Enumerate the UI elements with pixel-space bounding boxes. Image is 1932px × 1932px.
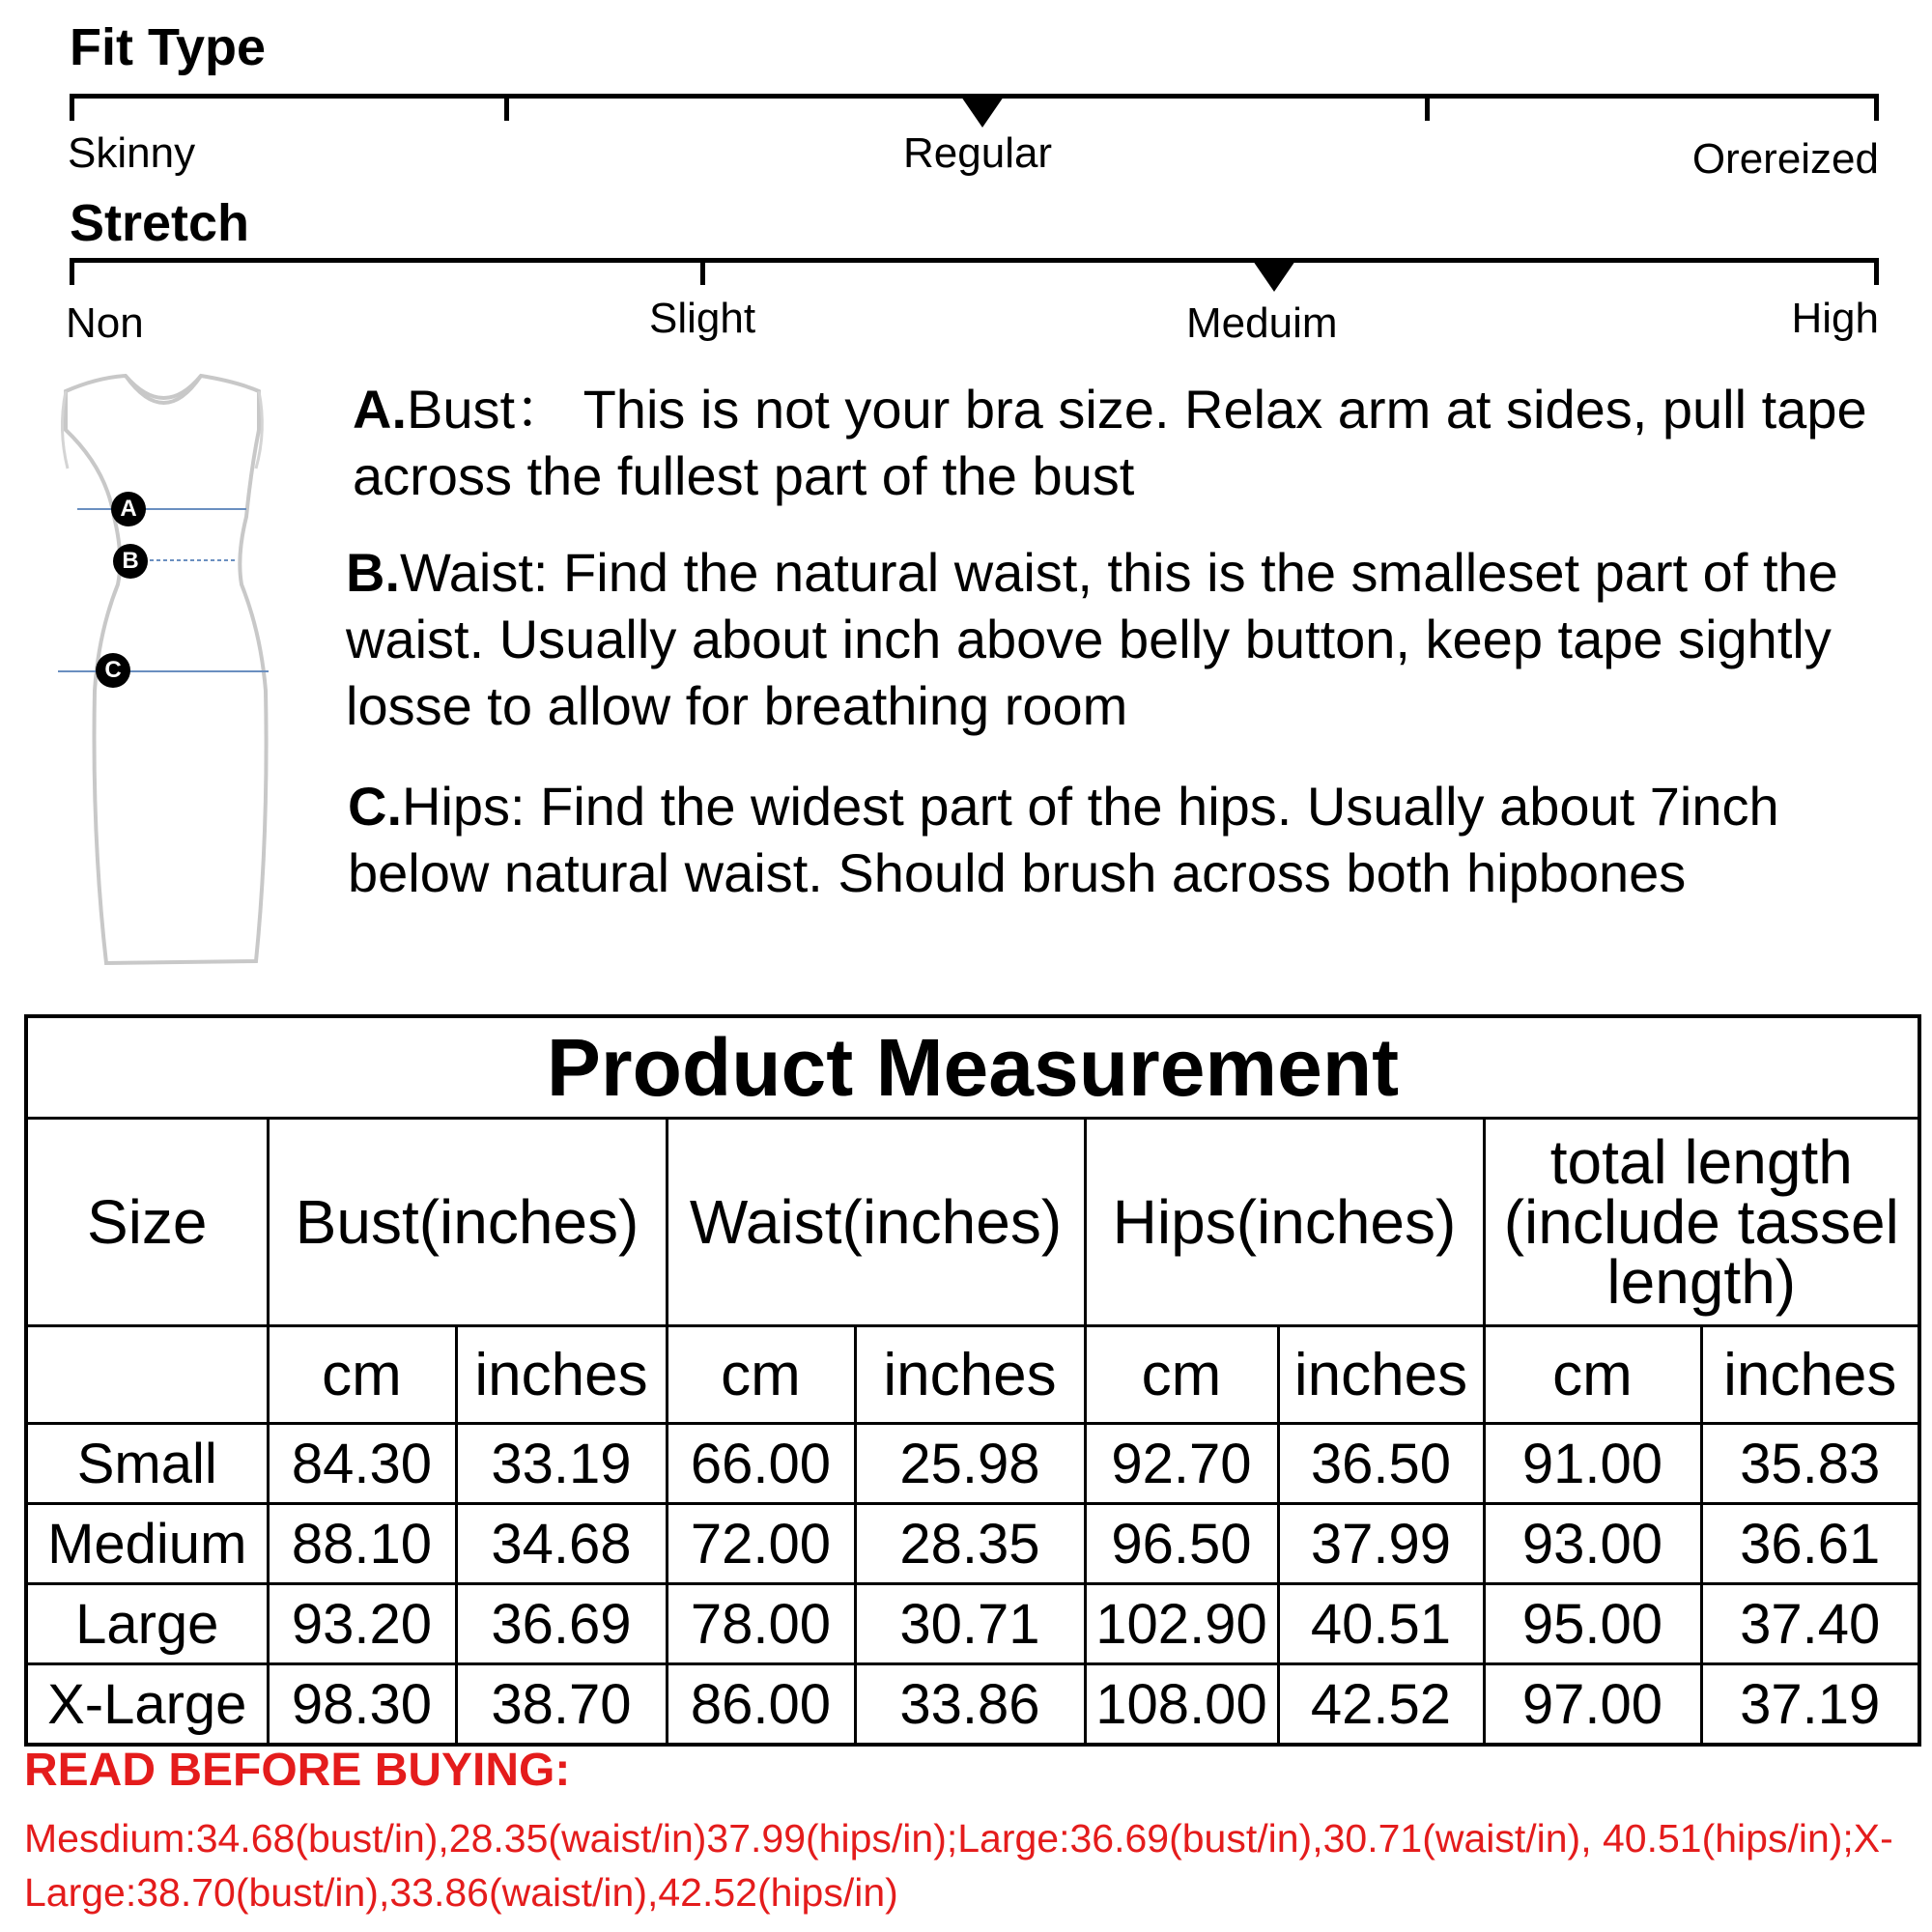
notice-text: Mesdium:34.68(bust/in),28.35(waist/in)37.99(hips/in);Large:36.69(bust/in),30.71(waist/in), 40.51(hips/in);X-Large:38.70(bust/in),33.86(waist/in),42.52(hips/in) <box>24 1816 1893 1915</box>
stretch-scale-line <box>70 258 1879 263</box>
fit-type-label-oversized: Orereized <box>1691 135 1879 183</box>
value-cell: 92.70 <box>1085 1424 1278 1504</box>
value-cell: 28.35 <box>855 1504 1085 1584</box>
fit-type-label-regular: Regular <box>903 129 1053 177</box>
table-row <box>26 1584 1919 1664</box>
header-size: Size <box>26 1119 268 1326</box>
value-cell: 93.00 <box>1484 1504 1701 1584</box>
fit-type-title: Fit Type <box>70 18 267 76</box>
marker-b-icon: B <box>113 544 148 579</box>
unit-inches: inches <box>855 1326 1085 1424</box>
fit-type-label-skinny: Skinny <box>68 129 196 177</box>
product-measurement-table <box>24 1014 1921 1747</box>
value-cell: 33.19 <box>456 1424 667 1504</box>
value-cell: 102.90 <box>1085 1584 1278 1664</box>
size-cell: Medium <box>26 1504 268 1584</box>
instruction-bust <box>353 376 1898 509</box>
table-row <box>26 1424 1919 1504</box>
fit-type-tick <box>1425 94 1430 121</box>
fit-type-selected-marker-icon <box>961 97 1004 128</box>
value-cell: 72.00 <box>667 1504 855 1584</box>
header-bust: Bust(inches) <box>268 1119 667 1326</box>
instruction-waist <box>346 539 1901 739</box>
stretch-label-medium: Meduim <box>1186 299 1338 347</box>
stretch-label-high: High <box>1791 295 1879 342</box>
unit-inches: inches <box>1701 1326 1919 1424</box>
stretch-selected-marker-icon <box>1253 261 1295 292</box>
value-cell: 95.00 <box>1484 1584 1701 1664</box>
value-cell: 35.83 <box>1701 1424 1919 1504</box>
notice-title: READ BEFORE BUYING: <box>24 1745 571 1796</box>
value-cell: 37.40 <box>1701 1584 1919 1664</box>
table-title: Product Measurement <box>26 1016 1919 1119</box>
instruction-waist-key: B. <box>346 542 400 603</box>
value-cell: 86.00 <box>667 1664 855 1746</box>
instruction-hips <box>348 773 1855 906</box>
marker-c-icon: C <box>96 653 130 688</box>
unit-empty-cell <box>26 1326 268 1424</box>
instruction-bust-key: A. <box>353 379 407 440</box>
value-cell: 33.86 <box>855 1664 1085 1746</box>
value-cell: 78.00 <box>667 1584 855 1664</box>
value-cell: 88.10 <box>268 1504 456 1584</box>
value-cell: 40.51 <box>1278 1584 1484 1664</box>
value-cell: 25.98 <box>855 1424 1085 1504</box>
stretch-tick <box>700 258 705 285</box>
value-cell: 30.71 <box>855 1584 1085 1664</box>
dress-diagram-icon <box>48 372 280 976</box>
instruction-waist-text: Waist: Find the natural waist, this is the smalleset part of the waist. Usually about inch above belly button, keep tape sightly losse to allow for breathing room <box>346 542 1838 736</box>
unit-cm: cm <box>268 1326 456 1424</box>
value-cell: 98.30 <box>268 1664 456 1746</box>
stretch-label-non: Non <box>66 299 144 347</box>
value-cell: 97.00 <box>1484 1664 1701 1746</box>
header-hips: Hips(inches) <box>1085 1119 1484 1326</box>
instruction-hips-text: Hips: Find the widest part of the hips. Usually about 7inch below natural waist. Should brush across both hipbones <box>348 776 1779 903</box>
size-cell: X-Large <box>26 1664 268 1746</box>
table-row <box>26 1664 1919 1746</box>
unit-cm: cm <box>1484 1326 1701 1424</box>
value-cell: 96.50 <box>1085 1504 1278 1584</box>
unit-inches: inches <box>1278 1326 1484 1424</box>
value-cell: 66.00 <box>667 1424 855 1504</box>
stretch-tick <box>1874 258 1879 285</box>
value-cell: 91.00 <box>1484 1424 1701 1504</box>
value-cell: 42.52 <box>1278 1664 1484 1746</box>
instruction-bust-text: Bust： This is not your bra size. Relax arm at sides, pull tape across the fullest part of the bust <box>353 379 1867 506</box>
value-cell: 36.61 <box>1701 1504 1919 1584</box>
fit-type-tick <box>70 94 74 121</box>
value-cell: 36.50 <box>1278 1424 1484 1504</box>
stretch-label-slight: Slight <box>649 295 756 342</box>
size-cell: Large <box>26 1584 268 1664</box>
value-cell: 84.30 <box>268 1424 456 1504</box>
value-cell: 37.99 <box>1278 1504 1484 1584</box>
table-row <box>26 1504 1919 1584</box>
stretch-title: Stretch <box>70 194 250 252</box>
value-cell: 34.68 <box>456 1504 667 1584</box>
header-total-length: total length (include tassel length) <box>1484 1119 1919 1326</box>
instruction-hips-key: C. <box>348 776 402 837</box>
unit-inches: inches <box>456 1326 667 1424</box>
stretch-tick <box>70 258 74 285</box>
header-waist: Waist(inches) <box>667 1119 1085 1326</box>
value-cell: 36.69 <box>456 1584 667 1664</box>
unit-cm: cm <box>1085 1326 1278 1424</box>
value-cell: 37.19 <box>1701 1664 1919 1746</box>
size-cell: Small <box>26 1424 268 1504</box>
value-cell: 93.20 <box>268 1584 456 1664</box>
value-cell: 108.00 <box>1085 1664 1278 1746</box>
fit-type-tick <box>504 94 509 121</box>
value-cell: 38.70 <box>456 1664 667 1746</box>
marker-a-icon: A <box>111 492 146 526</box>
fit-type-tick <box>1874 94 1879 121</box>
unit-cm: cm <box>667 1326 855 1424</box>
